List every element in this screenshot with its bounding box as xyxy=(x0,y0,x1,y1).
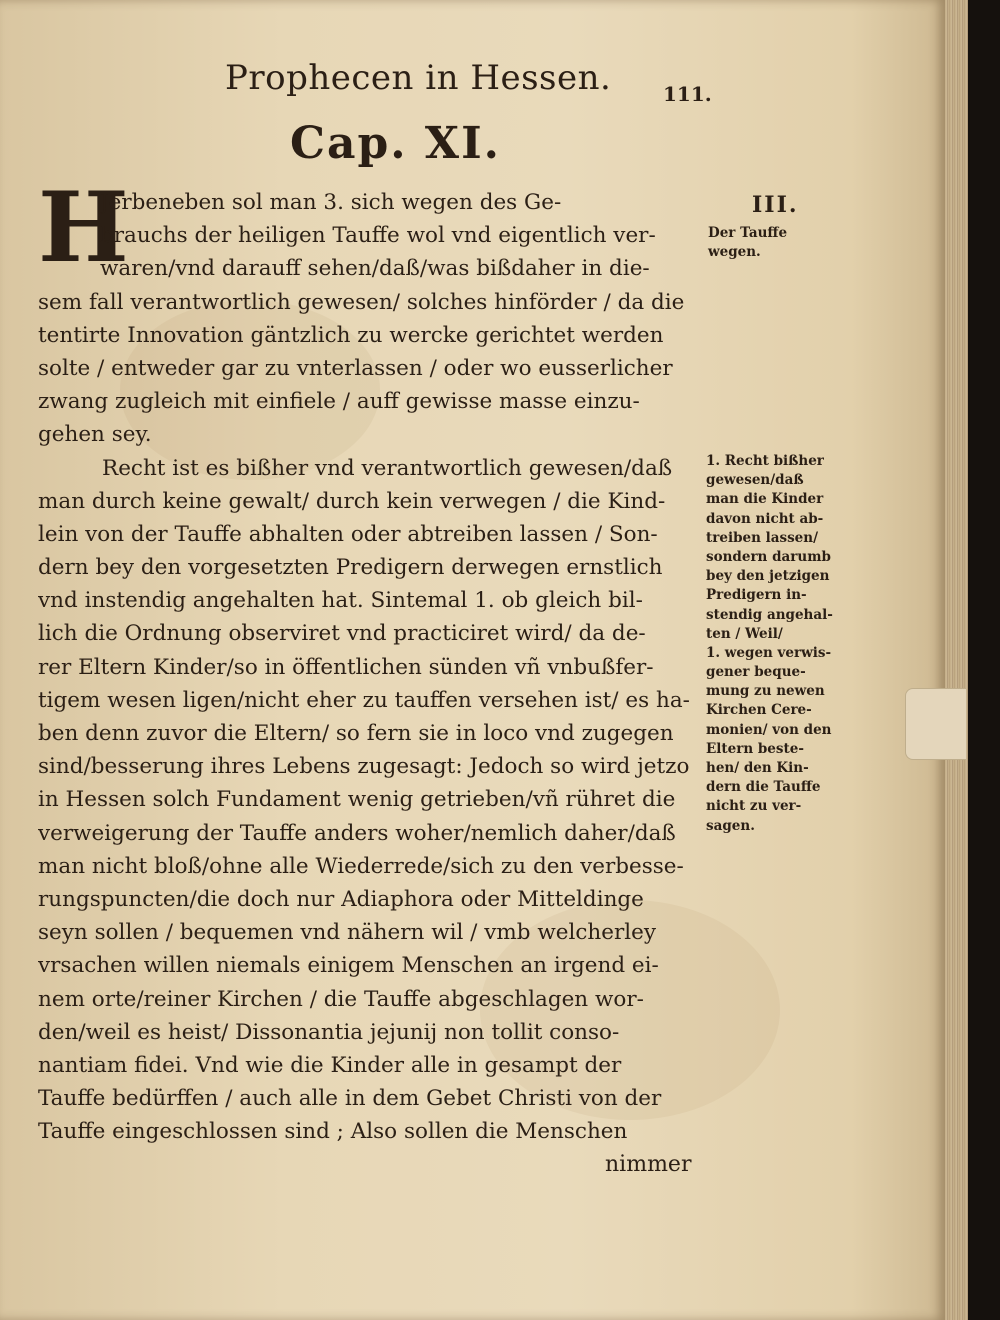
text-line: Tauffe bedürffen / auch alle in dem Gebet Christi von der xyxy=(38,1086,662,1112)
margin-note-line: monien/ von den xyxy=(706,721,832,738)
margin-note-line: Der Tauffe xyxy=(708,225,788,241)
text-line: Recht ist es bißher vnd verantwortlich gewesen/daß xyxy=(102,455,673,481)
bookmark-tab xyxy=(905,688,966,760)
margin-note-baptism xyxy=(708,224,818,261)
text-line: Jerbeneben sol man 3. sich wegen des Ge- xyxy=(100,190,562,215)
margin-note-line: treiben lassen/ xyxy=(706,529,819,546)
text-line: tigem wesen ligen/nicht eher zu tauffen versehen ist/ es ha- xyxy=(38,687,690,713)
margin-note-line: bey den jetzigen xyxy=(706,568,830,585)
text-line: solte / entweder gar zu vnterlassen / oder wo eusserlicher xyxy=(38,355,673,381)
margin-note-line: mung zu newen xyxy=(706,683,825,700)
text-line: tentirte Innovation gäntzlich zu wercke gerichtet werden xyxy=(38,322,664,348)
margin-note-line: Predigern in- xyxy=(706,587,807,604)
margin-note-line: 1. Recht bißher xyxy=(706,453,824,469)
margin-note-line: davon nicht ab- xyxy=(706,510,824,527)
catchword: nimmer xyxy=(605,1152,692,1177)
margin-note-line: gener beque- xyxy=(706,664,806,681)
text-line: nem orte/reiner Kirchen / die Tauffe abgeschlagen wor- xyxy=(38,986,644,1012)
margin-note-summary xyxy=(706,452,856,836)
text-line: rungspuncten/die doch nur Adiaphora oder Mitteldinge xyxy=(38,886,644,912)
text-line: verweigerung der Tauffe anders woher/nemlich daher/daß xyxy=(38,820,676,846)
text-line: nantiam fidei. Vnd wie die Kinder alle in gesampt der xyxy=(38,1052,622,1078)
text-line: rer Eltern Kinder/so in öffentlichen sünden vñ vnbußfer- xyxy=(38,654,654,680)
text-line: lich die Ordnung observiret vnd practiciret wird/ da de- xyxy=(38,621,646,647)
text-line: ben denn zuvor die Eltern/ so fern sie in loco vnd zugegen xyxy=(38,721,674,746)
text-line: man durch keine gewalt/ durch kein verwegen / die Kind- xyxy=(38,488,666,514)
page-number: 111. xyxy=(663,82,712,106)
text-line: seyn sollen / bequemen vnd nähern wil / vmb welcherley xyxy=(38,920,657,946)
running-header: Prophecen in Hessen. xyxy=(225,58,612,98)
text-line: in Hessen solch Fundament wenig getrieben/vñ rühret die xyxy=(38,787,676,813)
text-line: vnd instendig angehalten hat. Sintemal 1. ob gleich bil- xyxy=(38,588,643,614)
margin-note-line: wegen. xyxy=(708,243,761,260)
margin-note-line: dern die Tauffe xyxy=(706,779,821,796)
text-line: Tauffe eingeschlossen sind ; Also sollen die Menschen xyxy=(38,1119,628,1145)
book-cover-shadow xyxy=(968,0,1000,1320)
margin-section-number: III. xyxy=(752,192,799,218)
text-line: gehen sey. xyxy=(38,422,152,448)
margin-note-line: stendig angehal- xyxy=(706,606,833,623)
text-line: den/weil es heist/ Dissonantia jejunij non tollit conso- xyxy=(38,1019,620,1045)
margin-note-line: nicht zu ver- xyxy=(706,798,802,815)
text-line: lein von der Tauffe abhalten oder abtreiben lassen / Son- xyxy=(38,521,658,547)
text-line: man nicht bloß/ohne alle Wiederrede/sich zu den verbesse- xyxy=(38,853,684,879)
margin-note-line: sagen. xyxy=(706,817,755,834)
margin-note-line: hen/ den Kin- xyxy=(706,760,809,776)
chapter-heading: Cap. XI. xyxy=(290,118,501,169)
text-line: zwang zugleich mit einfiele / auff gewisse masse einzu- xyxy=(38,389,640,415)
margin-note-line: sondern darumb xyxy=(706,548,831,565)
text-line: vrsachen willen niemals einigem Menschen an irgend ei- xyxy=(38,953,659,979)
text-line: sem fall verantwortlich gewesen/ solches hinförder / da die xyxy=(38,289,685,315)
text-line: waren/vnd darauff sehen/daß/was bißdaher in die- xyxy=(100,256,650,282)
margin-note-line: man die Kinder xyxy=(706,491,824,508)
text-line: dern bey den vorgesetzten Predigern derwegen ernstlich xyxy=(38,555,663,581)
margin-note-line: ten / Weil/ xyxy=(706,625,783,642)
margin-note-line: Eltern beste- xyxy=(706,740,804,757)
text-line: sind/besserung ihres Lebens zugesagt: Jedoch so wird jetzo xyxy=(38,754,690,780)
text-line: brauchs der heiligen Tauffe wol vnd eigentlich ver- xyxy=(100,223,656,249)
body-text xyxy=(38,171,708,1148)
drop-cap-initial: H xyxy=(38,171,129,284)
margin-note-line: 1. wegen verwis- xyxy=(706,644,832,661)
margin-note-line: Kirchen Cere- xyxy=(706,702,812,719)
margin-note-line: gewesen/daß xyxy=(706,472,804,489)
